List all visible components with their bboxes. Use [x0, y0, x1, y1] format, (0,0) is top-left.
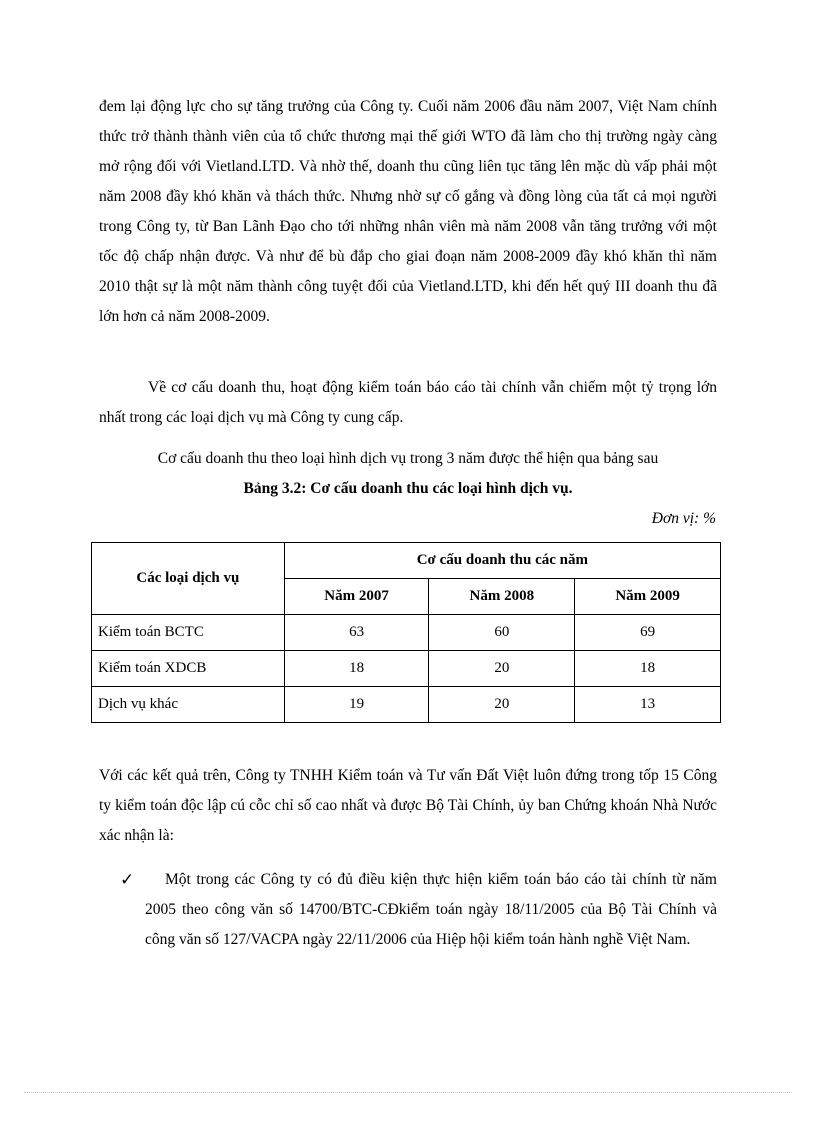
- page-bottom-divider: [24, 1092, 792, 1093]
- cell-value: 63: [284, 615, 429, 651]
- cell-value: 20: [429, 687, 575, 723]
- header-service-type: Các loại dịch vụ: [92, 543, 285, 615]
- row-label: Kiểm toán XDCB: [92, 651, 285, 687]
- table-caption: Bảng 3.2: Cơ cấu doanh thu các loại hình dịch vụ.: [243, 480, 573, 497]
- cell-value: 60: [429, 615, 575, 651]
- cell-value: 18: [284, 651, 429, 687]
- table-row: [92, 687, 721, 723]
- cell-value: 13: [575, 687, 721, 723]
- table-intro-text: Cơ cấu doanh thu theo loại hình dịch vụ trong 3 năm được thể hiện qua bảng sau: [157, 450, 659, 467]
- paragraph-revenue-structure: Về cơ cấu doanh thu, hoạt động kiểm toán báo cáo tài chính vẫn chiếm một tỷ trọng lớn nhất trong các loại dịch vụ mà Công ty cung cấp.: [99, 379, 717, 426]
- cell-value: 19: [284, 687, 429, 723]
- table-row: [92, 651, 721, 687]
- header-revenue-structure: Cơ cấu doanh thu các năm: [284, 543, 720, 579]
- table-row: [92, 615, 721, 651]
- header-year-2007: Năm 2007: [284, 579, 429, 615]
- row-label: Dịch vụ khác: [92, 687, 285, 723]
- cell-value: 18: [575, 651, 721, 687]
- cell-value: 69: [575, 615, 721, 651]
- checkmark-icon: ✓: [120, 870, 135, 889]
- paragraph-achievements: Với các kết quả trên, Công ty TNHH Kiểm toán và Tư vấn Đất Việt luôn đứng trong tốp 15 Công ty kiểm toán độc lập cú cỗc chỉ số cao nhất và được Bộ Tài Chính, ủy ban Chứng khoán Nhà Nước xác nhận là:: [99, 767, 717, 844]
- cell-value: 20: [429, 651, 575, 687]
- bullet-item-text: Một trong các Công ty có đủ điều kiện thực hiện kiểm toán báo cáo tài chính từ năm 2005 theo công văn số 14700/BTC-CĐkiểm toán ngày 18/11/2005 của Bộ Tài Chính và công văn số 127/VACPA ngày 22/11/2006 của Hiệp hội kiểm toán hành nghề Việt Nam.: [145, 871, 717, 948]
- header-year-2009: Năm 2009: [575, 579, 721, 615]
- revenue-structure-table: [91, 542, 721, 723]
- table-header-row: [92, 543, 721, 579]
- row-label: Kiểm toán BCTC: [92, 615, 285, 651]
- header-year-2008: Năm 2008: [429, 579, 575, 615]
- paragraph-revenue-growth: đem lại động lực cho sự tăng trưởng của Công ty. Cuối năm 2006 đầu năm 2007, Việt Nam chính thức trở thành thành viên của tổ chức thương mại thế giới WTO đã làm cho thị trường ngày càng mở rộng đối với Vietland.LTD. Và nhờ thế, doanh thu cũng liên tục tăng lên mặc dù vấp phải một năm 2008 đầy khó khăn và thách thức. Nhưng nhờ sự cố gắng và đồng lòng của tất cả mọi người trong Công ty, từ Ban Lãnh Đạo cho tới những nhân viên mà năm 2008 vẫn tăng trưởng với một tốc độ chấp nhận được. Và như để bù đắp cho giai đoạn năm 2008-2009 đầy khó khăn thì năm 2010 thật sự là một năm thành công tuyệt đối của Vietland.LTD, khi đến hết quý III doanh thu đã lớn hơn cả năm 2008-2009.: [99, 98, 717, 325]
- table-unit-label: Đơn vị: %: [651, 510, 716, 527]
